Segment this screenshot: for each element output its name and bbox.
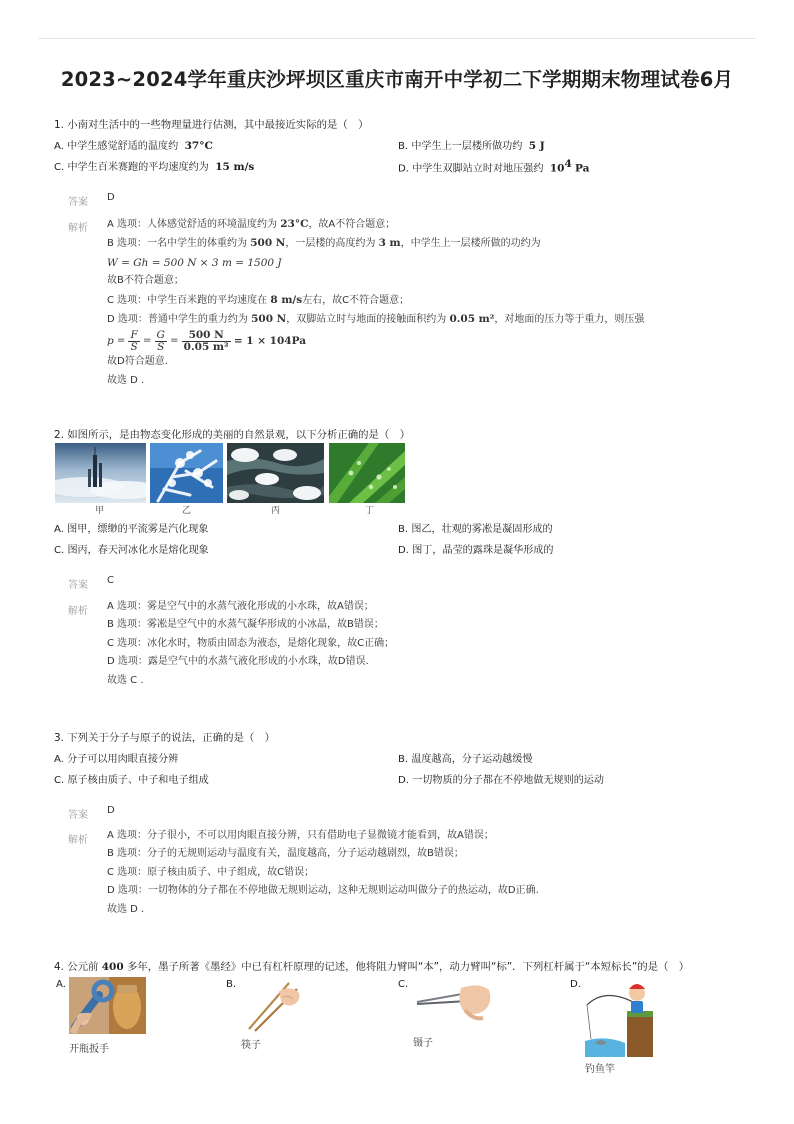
q4-option-d-letter[interactable]: D. — [570, 979, 581, 990]
q1-option-a-value: 37°C — [184, 140, 213, 152]
image-fishing-rod — [585, 977, 655, 1057]
q2-option-d[interactable]: D. 图丁，晶莹的露珠是凝华形成的 — [398, 545, 554, 556]
q1-conclusion: 故选 D . — [107, 374, 145, 386]
q3-option-d[interactable]: D. 一切物质的分子都在不停地做无规则的运动 — [398, 775, 604, 786]
q1-answer: D — [107, 192, 115, 203]
photo-melting-river-ice — [227, 443, 324, 503]
photo-rime-frost — [150, 443, 223, 503]
q2-analysis-line: B 选项：雾凇是空气中的水蒸气凝华形成的小冰晶，故B错误； — [107, 619, 384, 631]
q2-option-a[interactable]: A. 图甲，缥缈的平流雾是汽化现象 — [54, 524, 209, 535]
q2-option-b[interactable]: B. 图乙，壮观的雾凇是凝固形成的 — [398, 524, 553, 535]
caption-yi: 乙 — [182, 506, 192, 516]
q3-answer-label: 答案 — [68, 810, 88, 821]
q1-analysis-line: B 选项：一名中学生的体重约为 500 N，一层楼的高度约为 3 m，中学生上一层楼所做的功约为 — [107, 237, 541, 250]
q3-option-b[interactable]: B. 温度越高，分子运动越缓慢 — [398, 754, 533, 765]
q4-option-c-label: 镊子 — [413, 1038, 433, 1049]
q4-option-a-label: 开瓶扳手 — [69, 1044, 109, 1055]
q4-option-b-letter[interactable]: B. — [226, 979, 237, 990]
image-bottle-opener — [69, 977, 146, 1034]
fraction-f-over-s: $\frac{F}{S}$ — [130, 328, 138, 353]
q1-option-d-unit: Pa — [575, 162, 590, 175]
image-chopsticks — [243, 977, 305, 1032]
caption-jia: 甲 — [95, 506, 105, 516]
q3-analysis-line: A 选项：分子很小，不可以用肉眼直接分辨，只有借助电子显微镜才能看到，故A错误； — [107, 830, 494, 841]
page-title: 2023~2024学年重庆沙坪坝区重庆市南开中学初二下学期期末物理试卷6月 — [60, 68, 734, 91]
q1-analysis-line: 故D符合题意. — [107, 356, 168, 368]
q3-analysis — [107, 827, 539, 919]
fraction-g-over-s: $\frac{G}{S}$ — [156, 328, 165, 353]
q2-analysis-label: 解析 — [68, 606, 88, 617]
q1-analysis-line: C 选项：中学生百米跑的平均速度在 8 m/s左右，故C不符合题意； — [107, 293, 410, 306]
q4-option-d-label: 钓鱼竿 — [585, 1064, 615, 1075]
q1-work-equation: W = Gh = 500 N × 3 m = 1500 J — [107, 256, 282, 269]
q2-analysis — [107, 598, 394, 690]
q1-analysis — [107, 215, 644, 390]
q1-pressure-equation: p = $\frac{F}{S}$ = $\frac{G}{S}$ = $\frac{500 N}{\text{0.05 m²}}$ = 1 × 10 4 Pa — [107, 328, 307, 353]
q3-analysis-label: 解析 — [68, 835, 88, 846]
q1-analysis-line: 故B不符合题意； — [107, 275, 184, 287]
q1-option-d-value: 10 — [549, 162, 565, 175]
q1-option-b[interactable] — [398, 137, 545, 152]
top-divider — [38, 38, 756, 39]
q3-conclusion: 故选 D . — [107, 903, 145, 915]
q1-option-b-text: B. 中学生上一层楼所做功约 — [398, 141, 523, 152]
q1-answer-label: 答案 — [68, 197, 88, 208]
q1-analysis-line: A 选项：人体感觉舒适的环境温度约为 23°C，故A不符合题意； — [107, 218, 396, 230]
q3-option-c[interactable]: C. 原子核由质子、中子和电子组成 — [54, 775, 209, 786]
q1-option-c-text: C. 中学生百米赛跑的平均速度约为 — [54, 162, 209, 173]
question-3-stem: 3. 下列关于分子与原子的说法，正确的是（ ） — [54, 732, 276, 744]
q2-analysis-line: D 选项：露是空气中的水蒸气液化形成的小水珠，故D错误. — [107, 656, 369, 668]
q1-option-a-text: A. 中学生感觉舒适的温度约 — [54, 141, 179, 152]
question-4-stem: 4. 公元前 400 多年，墨子所著《墨经》中已有杠杆原理的记述，他将阻力臂叫“本”，动力臂叫“标”．下列杠杆属于“本短标长”的是（ ） — [54, 961, 690, 973]
q3-answer: D — [107, 805, 115, 816]
q1-option-c-value: 15 m/s — [215, 161, 255, 173]
q3-analysis-line: D 选项：一切物体的分子都在不停地做无规则运动，这种无规则运动叫做分子的热运动，故D正确. — [107, 885, 539, 897]
q1-option-d[interactable] — [398, 158, 589, 174]
q1-option-d-text: D. 中学生双脚站立时对地压强约 — [398, 163, 544, 175]
photo-fog-city — [55, 443, 146, 503]
q1-option-b-value: 5 J — [528, 140, 545, 152]
q3-option-a[interactable]: A. 分子可以用肉眼直接分辨 — [54, 754, 179, 765]
fraction-values: $\frac{500 N}{\text{0.05 m²}}$ — [183, 328, 229, 353]
q2-answer: C — [107, 575, 114, 586]
q2-analysis-line: C 选项：冰化水时，物质由固态为液态，是熔化现象，故C正确； — [107, 637, 395, 649]
q3-analysis-line: B 选项：分子的无规则运动与温度有关，温度越高，分子运动越剧烈，故B错误； — [107, 848, 464, 860]
q1-option-c[interactable] — [54, 158, 254, 173]
q1-analysis-line: D 选项：普通中学生的重力约为 500 N，双脚站立时与地面的接触面积约为 0.05 m²，对地面的压力等于重力，则压强 — [107, 313, 645, 326]
q1-option-a[interactable] — [54, 137, 213, 152]
q3-analysis-line: C 选项：原子核由质子、中子组成，故C错误； — [107, 866, 315, 878]
q2-conclusion: 故选 C . — [107, 674, 144, 686]
q4-option-a-letter[interactable]: A. — [56, 979, 66, 990]
caption-ding: 丁 — [365, 506, 375, 516]
caption-bing: 丙 — [271, 506, 281, 516]
q2-analysis-line: A 选项：雾是空气中的水蒸气液化形成的小水珠，故A错误； — [107, 601, 374, 612]
question-2-stem: 2. 如图所示，是由物态变化形成的美丽的自然景观，以下分析正确的是（ ） — [54, 429, 411, 441]
image-tweezers — [413, 980, 493, 1030]
q2-answer-label: 答案 — [68, 580, 88, 591]
question-1-stem: 1. 小南对生活中的一些物理量进行估测，其中最接近实际的是（ ） — [54, 119, 369, 131]
q4-option-c-letter[interactable]: C. — [398, 979, 409, 990]
q4-option-b-label: 筷子 — [241, 1040, 261, 1051]
q1-analysis-label: 解析 — [68, 223, 88, 234]
q2-option-c[interactable]: C. 图丙，春天河冰化水是熔化现象 — [54, 545, 209, 556]
photo-dew-drops — [329, 443, 405, 503]
q1-option-d-exponent: 4 — [564, 158, 572, 170]
